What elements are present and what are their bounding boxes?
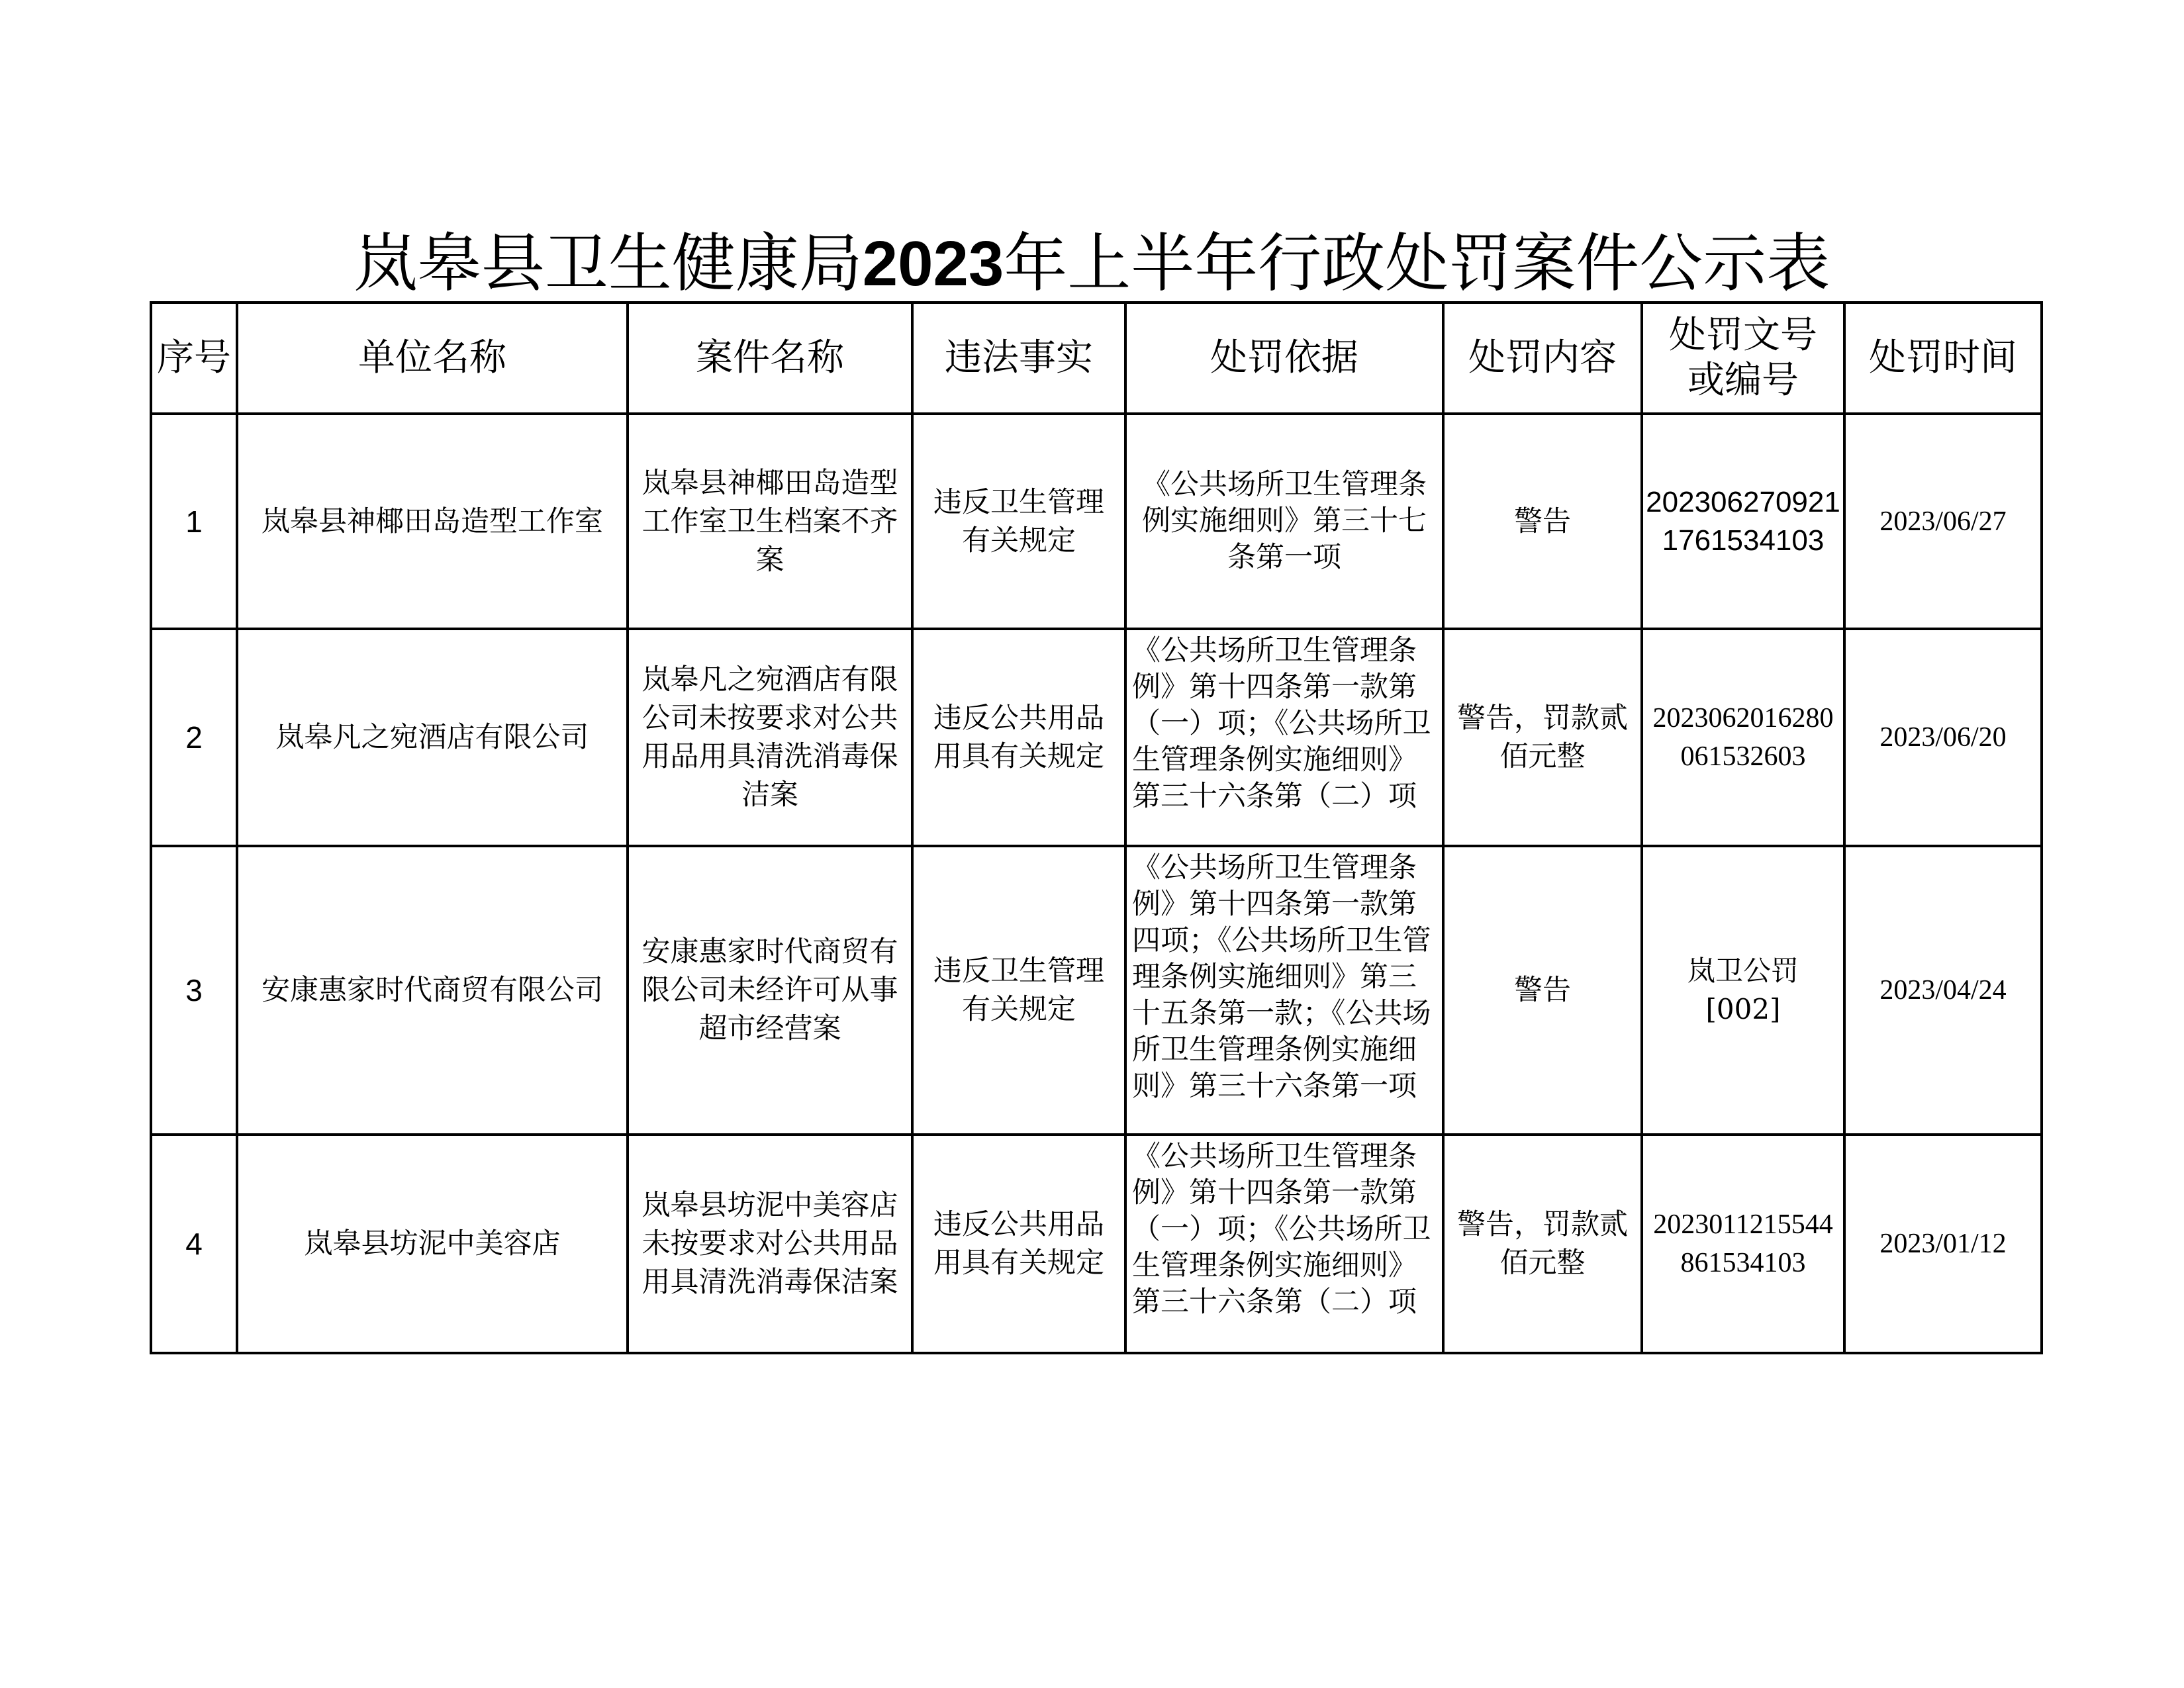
cell-content: 警告 xyxy=(1443,414,1642,629)
cell-case: 岚皋凡之宛酒店有限公司未按要求对公共用品用具清洗消毒保洁案 xyxy=(628,629,912,846)
header-docno-line1: 处罚文号 xyxy=(1669,314,1817,357)
basis-text: 《公共场所卫生管理条例》第十四条第一款第四项；《公共场所卫生管理条例实施细则》第三十五条第一款；《公共场所卫生管理条例实施细则》第三十六条第一项 xyxy=(1132,851,1431,1103)
basis-text: 《公共场所卫生管理条例实施细则》第三十七条第一项 xyxy=(1142,468,1427,574)
cell-docno: 岚卫公罚[002] xyxy=(1642,846,1844,1135)
cell-unit: 安康惠家时代商贸有限公司 xyxy=(237,846,628,1135)
cell-case: 安康惠家时代商贸有限公司未经许可从事超市经营案 xyxy=(628,846,912,1135)
cell-unit: 岚皋县神椰田岛造型工作室 xyxy=(237,414,628,629)
header-row xyxy=(151,303,2042,414)
cell-sn: 2 xyxy=(151,629,237,846)
cell-time: 2023/04/24 xyxy=(1844,846,2042,1135)
table-row xyxy=(151,1135,2042,1353)
cell-sn: 4 xyxy=(151,1135,237,1353)
basis-text: 《公共场所卫生管理条例》第十四条第一款第（一）项；《公共场所卫生管理条例实施细则》第三十六条第（二）项 xyxy=(1132,1140,1431,1319)
cell-case: 岚皋县神椰田岛造型工作室卫生档案不齐案 xyxy=(628,414,912,629)
cell-unit: 岚皋凡之宛酒店有限公司 xyxy=(237,629,628,846)
cell-case: 岚皋县坊泥中美容店未按要求对公共用品用具清洗消毒保洁案 xyxy=(628,1135,912,1353)
header-sn: 序号 xyxy=(151,303,237,414)
cell-basis xyxy=(1125,629,1443,846)
cell-basis xyxy=(1125,414,1443,629)
header-content: 处罚内容 xyxy=(1443,303,1642,414)
cell-unit: 岚皋县坊泥中美容店 xyxy=(237,1135,628,1353)
cell-content: 警告，罚款贰佰元整 xyxy=(1443,629,1642,846)
cell-fact: 违反公共用品用具有关规定 xyxy=(912,629,1125,846)
cell-sn: 3 xyxy=(151,846,237,1135)
cell-docno: 2023062709211761534103 xyxy=(1642,414,1844,629)
cell-docno: 2023062016280061532603 xyxy=(1642,629,1844,846)
table-row xyxy=(151,846,2042,1135)
header-docno-line2: 或编号 xyxy=(1687,359,1799,402)
header-case: 案件名称 xyxy=(628,303,912,414)
cell-time: 2023/06/27 xyxy=(1844,414,2042,629)
header-fact: 违法事实 xyxy=(912,303,1125,414)
cell-fact: 违反卫生管理有关规定 xyxy=(912,414,1125,629)
cell-fact: 违反公共用品用具有关规定 xyxy=(912,1135,1125,1353)
cell-time: 2023/01/12 xyxy=(1844,1135,2042,1353)
basis-text: 《公共场所卫生管理条例》第十四条第一款第（一）项；《公共场所卫生管理条例实施细则》第三十六条第（二）项 xyxy=(1132,634,1431,813)
cell-time: 2023/06/20 xyxy=(1844,629,2042,846)
header-time: 处罚时间 xyxy=(1844,303,2042,414)
title-prefix: 岚皋县卫生健康局 xyxy=(354,226,863,301)
cell-fact: 违反卫生管理有关规定 xyxy=(912,846,1125,1135)
cell-basis xyxy=(1125,846,1443,1135)
header-basis: 处罚依据 xyxy=(1125,303,1443,414)
document-title xyxy=(0,226,2184,301)
penalty-table xyxy=(150,301,2043,1354)
table-row xyxy=(151,414,2042,629)
title-suffix: 年上半年行政处罚案件公示表 xyxy=(1004,226,1830,301)
title-year: 2023 xyxy=(862,228,1004,299)
cell-basis xyxy=(1125,1135,1443,1353)
header-unit: 单位名称 xyxy=(237,303,628,414)
cell-sn: 1 xyxy=(151,414,237,629)
cell-content: 警告，罚款贰佰元整 xyxy=(1443,1135,1642,1353)
cell-docno: 2023011215544861534103 xyxy=(1642,1135,1844,1353)
cell-content: 警告 xyxy=(1443,846,1642,1135)
table-row xyxy=(151,629,2042,846)
header-docno xyxy=(1642,303,1844,414)
